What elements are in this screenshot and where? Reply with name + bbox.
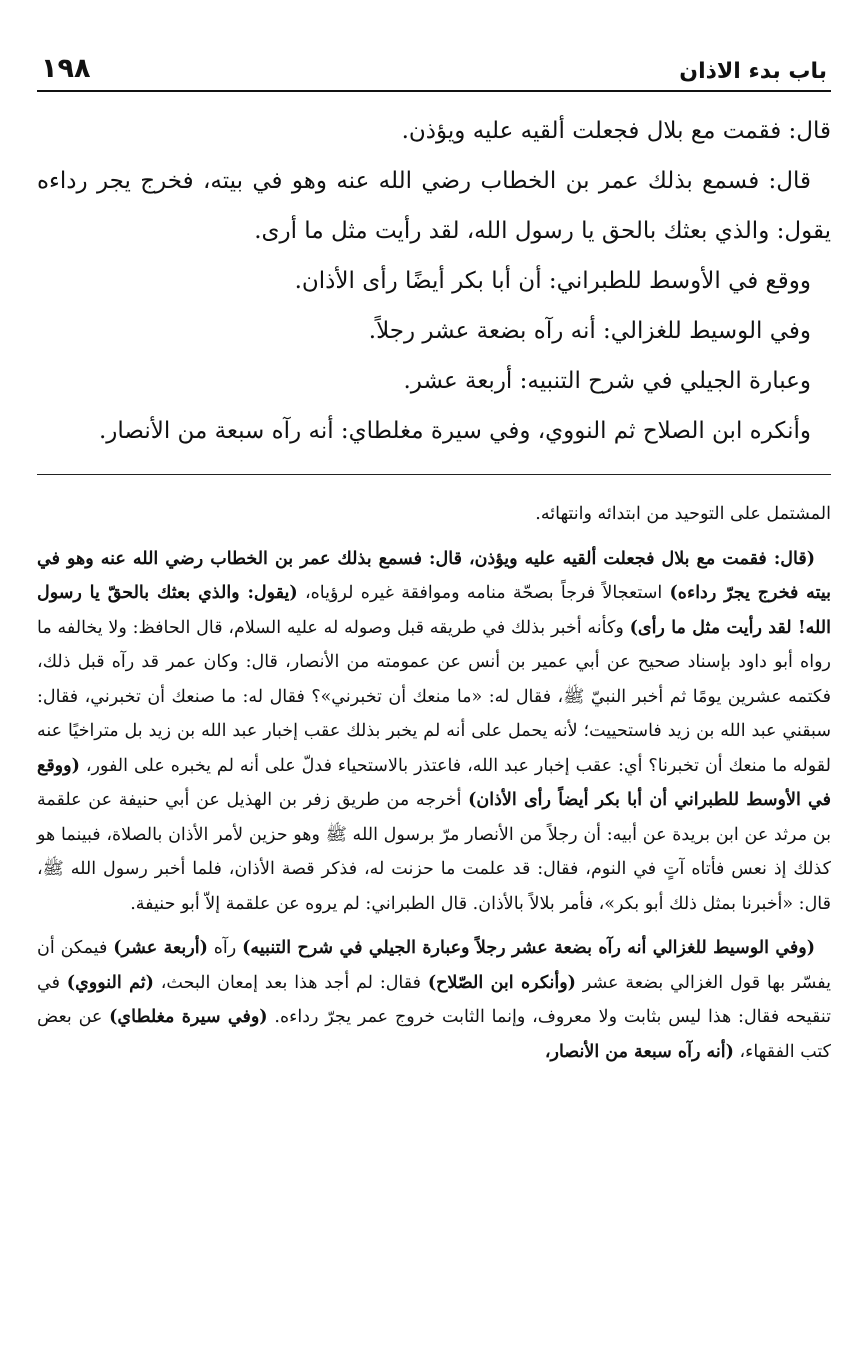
commentary-text <box>37 497 831 1069</box>
commentary-span: رآه <box>207 938 243 958</box>
quoted-text: (ووقع في الأوسط للطبراني أن أبا بكر أيضاً رأى الأذان) <box>37 755 831 810</box>
quoted-text: (أربعة عشر) <box>113 938 208 958</box>
chapter-title: باب بدء الاذان <box>679 59 827 84</box>
commentary-span: في تنقيحه فقال: هذا ليس بثابت ولا معروف، وإنما الثابت خروج عمر يجرّ رداءه. <box>37 972 831 1027</box>
section-divider <box>37 474 831 475</box>
main-paragraph: وأنكره ابن الصلاح ثم النووي، وفي سيرة مغلطاي: أنه رآه سبعة من الأنصار. <box>98 418 811 444</box>
commentary-span: وكأنه أخبر بذلك في طريقه قبل وصوله له عليه السلام، قال الحافظ: ولا يخالفه ما رواه أبو داود بإسناد صحيح عن أبي عمير بن أنس عن عمومته من الأنصار، قال: وكان عمر قد رآه قبل ذلك، فكتمه عشرين يومًا ثم أخبر النبيّ ﷺ، فقال له: «ما منعك أن تخبرني»؟ فقال له: ما صنعك أن تخبرني، فقال: سبقني عبد الله بن زيد فاستحييت؛ لأنه يحمل على أنه لم يخبر بذلك عقب إخبار عبد الله بن زيد بل متراخيًا عنه لقوله ما منعك أن تخبرنا؟ أي: عقب إخبار عبد الله، فاعتذر بالاستحياء فدلّ على أنه لم يخبره على الفور، <box>37 617 831 776</box>
page-number: ١٩٨ <box>41 53 91 84</box>
quoted-text: (ثم النووي) <box>66 972 154 993</box>
quoted-text: (أنه رآه سبعة من الأنصار، <box>544 1041 734 1062</box>
commentary-paragraph <box>37 931 831 1069</box>
commentary-paragraph: المشتمل على التوحيد من ابتدائه وانتهائه. <box>535 504 831 524</box>
quoted-text: (قال: فقمت مع بلال فجعلت ألقيه عليه ويؤذن، قال: فسمع بذلك عمر بن الخطاب رضي الله عنه وهو في بيته فخرج يجرّ رداءه) <box>37 548 831 603</box>
quoted-text: (وأنكره ابن الصّلاح) <box>427 972 576 993</box>
main-paragraph: قال: فقمت مع بلال فجعلت ألقيه عليه ويؤذن. <box>401 118 831 144</box>
commentary-span: فقال: لم أجد هذا بعد إمعان البحث، <box>153 972 428 993</box>
quoted-text: (وفي الوسيط للغزالي أنه رآه بضعة عشر رجلاً وعبارة الجيلي في شرح التنبيه) <box>242 938 816 958</box>
commentary-span: أخرجه من طريق زفر بن الهذيل عن أبي حنيفة عن علقمة بن مرثد عن ابن بريدة عن أبيه: أن رجلاً من الأنصار مرّ برسول الله ﷺ وهو حزين لأمر الأذان بالصلاة، فبينما هو كذلك إذ نعس فأتاه آتٍ في النوم، فقال: قد علمت ما حزنت له، فذكر قصة الأذان، فلما أخبر رسول الله ﷺ، قال: «أخبرنا بمثل ذلك أبو بكر»، فأمر بلالاً بالأذان. قال الطبراني: لم يروه عن علقمة إلاّ أبو حنيفة. <box>37 790 831 914</box>
main-text <box>37 106 831 456</box>
main-paragraph: ووقع في الأوسط للطبراني: أن أبا بكر أيضًا رأى الأذان. <box>294 268 811 294</box>
running-header <box>37 34 831 92</box>
main-paragraph: وفي الوسيط للغزالي: أنه رآه بضعة عشر رجلاً. <box>368 318 811 344</box>
main-paragraph: قال: فسمع بذلك عمر بن الخطاب رضي الله عنه وهو في بيته، فخرج يجر رداءه يقول: والذي بعثك بالحق يا رسول الله، لقد رأيت مثل ما أرى. <box>37 168 831 244</box>
commentary-span: عن بعض كتب الفقهاء، <box>37 1007 831 1062</box>
quoted-text: (وفي سيرة مغلطاي) <box>109 1007 268 1027</box>
commentary-span: استعجالاً فرجاً بصحّة منامه وموافقة غيره لرؤياه، <box>297 583 670 603</box>
commentary-span: فيمكن أن يفسّر بها قول الغزالي بضعة عشر <box>37 938 831 993</box>
main-paragraph: وعبارة الجيلي في شرح التنبيه: أربعة عشر. <box>403 368 811 394</box>
quoted-text: (يقول: والذي بعثك بالحقّ يا رسول الله! لقد رأيت مثل ما رأى) <box>37 583 832 638</box>
commentary-paragraph <box>37 542 831 922</box>
